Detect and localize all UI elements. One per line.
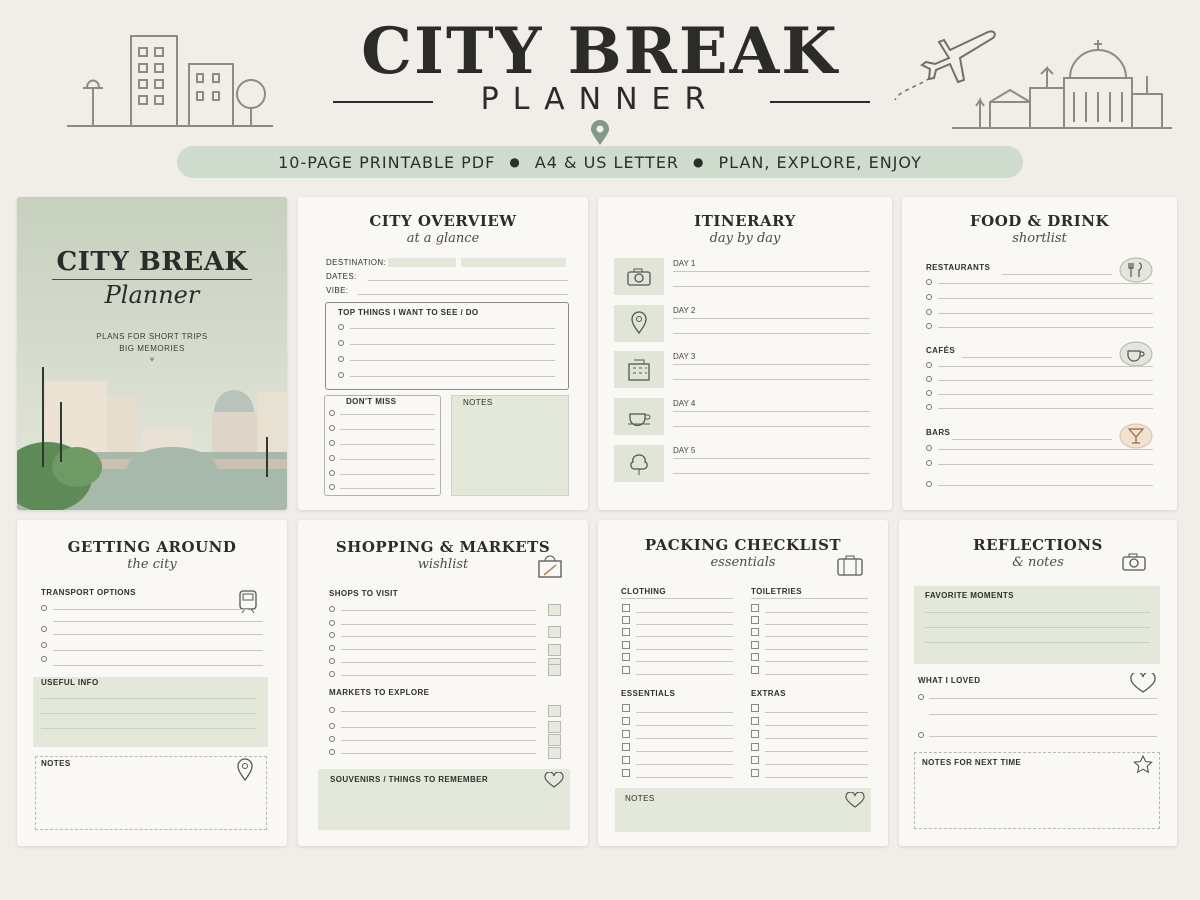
dates-line xyxy=(368,280,568,281)
camera-icon xyxy=(1121,552,1147,572)
pill-item-size: A4 & US LETTER xyxy=(534,152,680,172)
line xyxy=(341,753,536,754)
title-rule-right xyxy=(770,101,870,103)
line xyxy=(952,439,1112,440)
line xyxy=(765,649,868,650)
line xyxy=(340,488,435,489)
markets-label: MARKETS TO EXPLORE xyxy=(329,688,430,697)
checkbox[interactable] xyxy=(329,632,335,638)
packing-sub: essentials xyxy=(710,555,776,570)
checkbox[interactable] xyxy=(751,743,759,751)
next-time-label: NOTES FOR NEXT TIME xyxy=(922,758,1022,767)
packing-title: PACKING CHECKLIST xyxy=(644,536,842,554)
line xyxy=(938,366,1153,367)
line xyxy=(673,426,870,427)
coffee-icon xyxy=(1119,341,1153,367)
cover-line-2: BIG MEMORIES xyxy=(119,344,185,353)
line xyxy=(938,394,1153,395)
cafes-label: CAFÉS xyxy=(926,346,956,355)
checkbox[interactable] xyxy=(622,628,630,636)
shopping-page xyxy=(298,520,588,846)
line xyxy=(1002,274,1112,275)
line xyxy=(938,313,1153,314)
line xyxy=(341,740,536,741)
overview-sub: at a glance xyxy=(406,231,480,246)
cover-title-rule xyxy=(52,279,252,280)
checkbox[interactable] xyxy=(926,460,932,466)
cathedral-skyline-icon xyxy=(950,32,1175,132)
checkbox[interactable] xyxy=(918,732,924,738)
heart-icon xyxy=(845,792,865,808)
overview-title: CITY OVERVIEW xyxy=(369,212,517,230)
itinerary-sub: day by day xyxy=(709,231,781,246)
checkbox[interactable] xyxy=(41,626,47,632)
packing-notes-label: NOTES xyxy=(625,794,655,803)
checkbox[interactable] xyxy=(622,704,630,712)
line xyxy=(636,612,733,613)
bars-label: BARS xyxy=(926,428,951,437)
checkbox[interactable] xyxy=(329,749,335,755)
shopping-sub: wishlist xyxy=(417,557,469,572)
checkbox[interactable] xyxy=(41,642,47,648)
line xyxy=(621,598,733,599)
checkbox[interactable] xyxy=(622,717,630,725)
cocktail-icon xyxy=(1119,423,1153,449)
checkbox[interactable] xyxy=(329,707,335,713)
pill-separator: ● xyxy=(509,155,521,169)
cup-icon xyxy=(626,406,652,426)
notes-label: NOTES xyxy=(41,759,71,768)
checkbox[interactable] xyxy=(751,653,759,661)
food-title: FOOD & DRINK xyxy=(969,212,1109,230)
line xyxy=(340,414,435,415)
food-sub: shortlist xyxy=(1012,231,1067,246)
checkbox[interactable] xyxy=(329,484,335,490)
reflections-title: REFLECTIONS xyxy=(973,536,1103,554)
line xyxy=(765,674,868,675)
checkbox[interactable] xyxy=(622,641,630,649)
cover-page xyxy=(17,197,287,510)
line xyxy=(938,380,1153,381)
top-things-label: TOP THINGS I WANT TO SEE / DO xyxy=(338,308,479,317)
reflections-sub: & notes xyxy=(1012,555,1064,570)
checkbox[interactable] xyxy=(329,645,335,651)
line xyxy=(340,444,435,445)
checkbox[interactable] xyxy=(926,279,932,285)
line xyxy=(673,271,870,272)
line xyxy=(765,725,868,726)
map-pin-icon xyxy=(630,311,648,335)
pill-separator: ● xyxy=(693,155,705,169)
checkbox[interactable] xyxy=(926,404,932,410)
line xyxy=(341,649,536,650)
transport-label: TRANSPORT OPTIONS xyxy=(41,588,136,597)
cover-script: Planner xyxy=(104,281,200,309)
line xyxy=(636,712,733,713)
line xyxy=(341,610,536,611)
around-title: GETTING AROUND xyxy=(67,538,237,556)
location-pin-icon xyxy=(589,120,611,146)
checkbox[interactable] xyxy=(329,620,335,626)
checkbox[interactable] xyxy=(622,604,630,612)
line xyxy=(765,777,868,778)
line xyxy=(929,714,1157,715)
dont-miss-label: DON'T MISS xyxy=(346,397,397,406)
cover-title: CITY BREAK xyxy=(56,247,248,277)
line xyxy=(765,661,868,662)
checkbox[interactable] xyxy=(338,324,344,330)
destination-field-2[interactable] xyxy=(461,258,566,267)
vibe-label: VIBE: xyxy=(326,286,349,295)
line xyxy=(673,458,870,459)
line xyxy=(938,283,1153,284)
checkbox[interactable] xyxy=(622,730,630,738)
line xyxy=(41,713,256,714)
line xyxy=(636,725,733,726)
checkbox[interactable] xyxy=(926,481,932,487)
day-4-label: DAY 4 xyxy=(673,399,696,408)
line xyxy=(53,650,263,651)
checkbox[interactable] xyxy=(329,470,335,476)
day-1-label: DAY 1 xyxy=(673,259,696,268)
line xyxy=(673,286,870,287)
essentials-label: ESSENTIALS xyxy=(621,689,676,698)
line xyxy=(350,360,555,361)
building-icon xyxy=(626,358,652,382)
cover-line-1: PLANS FOR SHORT TRIPS xyxy=(96,332,208,341)
checkbox[interactable] xyxy=(926,376,932,382)
shopping-bag-icon xyxy=(536,553,564,579)
checkbox[interactable] xyxy=(926,362,932,368)
checkbox[interactable] xyxy=(751,769,759,777)
cover-heart-icon: ♥ xyxy=(149,355,155,364)
checkbox[interactable] xyxy=(338,340,344,346)
line xyxy=(341,711,536,712)
line xyxy=(41,698,256,699)
favorite-moments-label: FAVORITE MOMENTS xyxy=(925,591,1014,600)
tree-icon xyxy=(628,452,650,476)
line xyxy=(636,636,733,637)
box[interactable] xyxy=(548,644,561,656)
itinerary-page xyxy=(598,197,892,510)
line xyxy=(938,485,1153,486)
cover-illustration xyxy=(17,197,287,510)
destination-field[interactable] xyxy=(388,258,456,267)
what-loved-label: WHAT I LOVED xyxy=(918,676,981,685)
checkbox[interactable] xyxy=(926,294,932,300)
checkbox[interactable] xyxy=(918,694,924,700)
notes-label: NOTES xyxy=(463,398,493,407)
line xyxy=(340,459,435,460)
line xyxy=(341,636,536,637)
header xyxy=(0,0,1200,190)
reflections-page xyxy=(899,520,1177,846)
star-icon xyxy=(1133,755,1153,773)
box[interactable] xyxy=(548,721,561,733)
map-pin-icon xyxy=(235,758,255,782)
checkbox[interactable] xyxy=(329,440,335,446)
around-sub: the city xyxy=(127,557,177,572)
line xyxy=(938,298,1153,299)
box[interactable] xyxy=(548,734,561,746)
cutlery-icon xyxy=(1119,257,1153,283)
line xyxy=(341,675,536,676)
checkbox[interactable] xyxy=(926,309,932,315)
line xyxy=(673,318,870,319)
line xyxy=(41,728,256,729)
checkbox[interactable] xyxy=(926,323,932,329)
heart-icon xyxy=(544,772,564,788)
line xyxy=(925,612,1150,613)
line xyxy=(53,634,263,635)
checkbox[interactable] xyxy=(751,641,759,649)
checkbox[interactable] xyxy=(751,730,759,738)
line xyxy=(673,333,870,334)
packing-page xyxy=(598,520,888,846)
line xyxy=(636,649,733,650)
checkbox[interactable] xyxy=(329,606,335,612)
checkbox[interactable] xyxy=(622,743,630,751)
checkbox[interactable] xyxy=(338,356,344,362)
line xyxy=(938,408,1153,409)
checkbox[interactable] xyxy=(329,455,335,461)
line xyxy=(765,624,868,625)
checkbox[interactable] xyxy=(751,616,759,624)
line xyxy=(341,662,536,663)
line xyxy=(636,764,733,765)
useful-info-label: USEFUL INFO xyxy=(41,678,99,687)
checkbox[interactable] xyxy=(622,666,630,674)
day-3-label: DAY 3 xyxy=(673,352,696,361)
line xyxy=(350,376,555,377)
checkbox[interactable] xyxy=(751,666,759,674)
checkbox[interactable] xyxy=(329,425,335,431)
destination-label: DESTINATION: xyxy=(326,258,387,267)
line xyxy=(929,698,1157,699)
shopping-title: SHOPPING & MARKETS xyxy=(335,538,551,556)
notes-box[interactable] xyxy=(451,395,569,496)
checkbox[interactable] xyxy=(622,616,630,624)
pill-item-tagline: PLAN, EXPLORE, ENJOY xyxy=(718,152,922,172)
useful-info-box[interactable] xyxy=(33,677,268,747)
line xyxy=(765,712,868,713)
restaurants-label: RESTAURANTS xyxy=(926,263,991,272)
sub-title: PLANNER xyxy=(480,82,720,117)
line xyxy=(53,609,248,610)
line xyxy=(938,327,1153,328)
feature-pill xyxy=(177,146,1023,178)
dont-miss-box xyxy=(324,395,441,496)
box[interactable] xyxy=(548,747,561,759)
day-2-label: DAY 2 xyxy=(673,306,696,315)
heart-icon xyxy=(1130,673,1156,693)
extras-label: EXTRAS xyxy=(751,689,786,698)
checkbox[interactable] xyxy=(751,704,759,712)
shops-label: SHOPS TO VISIT xyxy=(329,589,399,598)
line xyxy=(636,777,733,778)
line xyxy=(636,674,733,675)
line xyxy=(350,328,555,329)
tram-icon xyxy=(237,588,259,614)
line xyxy=(636,751,733,752)
box[interactable] xyxy=(548,705,561,717)
line xyxy=(673,411,870,412)
line xyxy=(929,736,1157,737)
line xyxy=(765,764,868,765)
checkbox[interactable] xyxy=(751,628,759,636)
itinerary-title: ITINERARY xyxy=(694,212,796,230)
getting-around-page xyxy=(17,520,287,846)
line xyxy=(341,727,536,728)
line xyxy=(938,449,1153,450)
line xyxy=(53,665,263,666)
checkbox[interactable] xyxy=(622,756,630,764)
food-drink-page xyxy=(902,197,1177,510)
line xyxy=(765,738,868,739)
line xyxy=(925,627,1150,628)
main-title: CITY BREAK xyxy=(361,14,839,89)
box[interactable] xyxy=(548,664,561,676)
line xyxy=(53,621,263,622)
checkbox[interactable] xyxy=(41,605,47,611)
checkbox[interactable] xyxy=(622,769,630,777)
line xyxy=(765,612,868,613)
line xyxy=(636,624,733,625)
line xyxy=(751,598,868,599)
checkbox[interactable] xyxy=(751,756,759,764)
suitcase-icon xyxy=(835,553,865,577)
checkbox[interactable] xyxy=(329,736,335,742)
line xyxy=(925,642,1150,643)
dates-label: DATES: xyxy=(326,272,357,281)
line xyxy=(340,474,435,475)
line xyxy=(636,738,733,739)
checkbox[interactable] xyxy=(329,671,335,677)
checkbox[interactable] xyxy=(751,604,759,612)
city-overview-page xyxy=(298,197,588,510)
line xyxy=(673,473,870,474)
line xyxy=(673,364,870,365)
checkbox[interactable] xyxy=(41,656,47,662)
line xyxy=(340,429,435,430)
checkbox[interactable] xyxy=(751,717,759,725)
line xyxy=(765,636,868,637)
toiletries-label: TOILETRIES xyxy=(751,587,802,596)
pill-item-format: 10-PAGE PRINTABLE PDF xyxy=(278,152,496,172)
vibe-line xyxy=(358,294,568,295)
checkbox[interactable] xyxy=(338,372,344,378)
checkbox[interactable] xyxy=(329,658,335,664)
camera-icon xyxy=(626,267,652,287)
checkbox[interactable] xyxy=(926,445,932,451)
line xyxy=(765,751,868,752)
line xyxy=(673,379,870,380)
checkbox[interactable] xyxy=(329,723,335,729)
checkbox[interactable] xyxy=(329,410,335,416)
clothing-label: CLOTHING xyxy=(621,587,666,596)
line xyxy=(938,464,1153,465)
day-5-label: DAY 5 xyxy=(673,446,696,455)
line xyxy=(636,661,733,662)
line xyxy=(341,624,536,625)
checkbox[interactable] xyxy=(926,390,932,396)
line xyxy=(962,357,1112,358)
box[interactable] xyxy=(548,626,561,638)
checkbox[interactable] xyxy=(622,653,630,661)
line xyxy=(350,344,555,345)
box[interactable] xyxy=(548,604,561,616)
souvenirs-label: SOUVENIRS / THINGS TO REMEMBER xyxy=(330,775,489,784)
